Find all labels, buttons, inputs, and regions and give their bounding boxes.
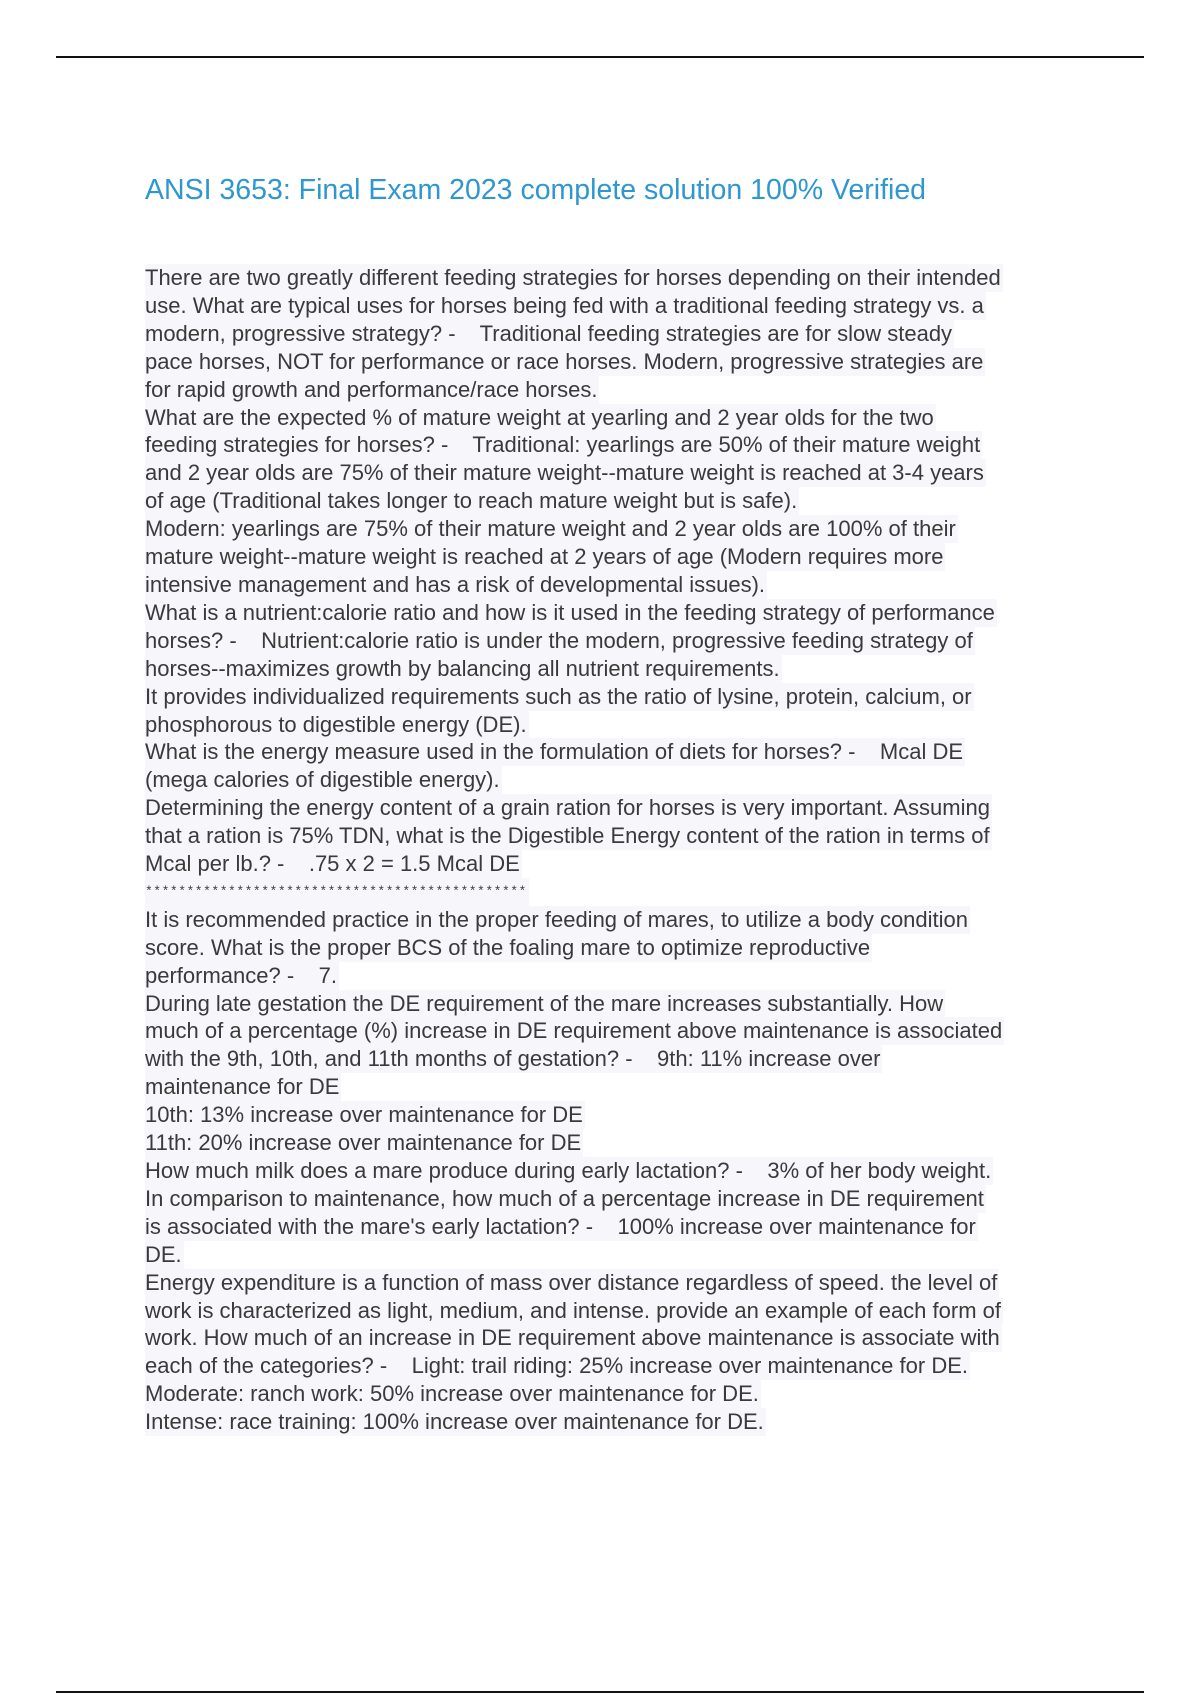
text-line: work. How much of an increase in DE requirement above maintenance is associate with <box>145 1325 1000 1351</box>
text-line: use. What are typical uses for horses being fed with a traditional feeding strategy vs. a <box>145 292 984 318</box>
text-line: DE. <box>145 1241 182 1267</box>
text-line: with the 9th, 10th, and 11th months of gestation? - 9th: 11% increase over <box>145 1046 881 1072</box>
text-line: Moderate: ranch work: 50% increase over maintenance for DE. <box>145 1381 759 1407</box>
document-title: ANSI 3653: Final Exam 2023 complete solution 100% Verified <box>145 174 927 206</box>
document-body <box>145 264 1095 1436</box>
text-line: each of the categories? - Light: trail riding: 25% increase over maintenance for DE. <box>145 1353 968 1379</box>
text-line: During late gestation the DE requirement of the mare increases substantially. How <box>145 990 944 1016</box>
text-line: horses? - Nutrient:calorie ratio is under the modern, progressive feeding strategy of <box>145 627 973 653</box>
text-line: There are two greatly different feeding strategies for horses depending on their intended <box>145 265 1001 290</box>
text-line: phosphorous to digestible energy (DE). <box>145 711 527 737</box>
text-line: for rapid growth and performance/race horses. <box>145 376 598 402</box>
text-line: modern, progressive strategy? - Traditional feeding strategies are for slow steady <box>145 320 953 346</box>
text-line: Mcal per lb.? - .75 x 2 = 1.5 Mcal DE <box>145 851 520 877</box>
separator-asterisks: ********************************************** <box>145 878 529 906</box>
text-line: What is the energy measure used in the formulation of diets for horses? - Mcal DE <box>145 739 964 765</box>
top-rule <box>56 56 1144 58</box>
text-line: is associated with the mare's early lactation? - 100% increase over maintenance for <box>145 1213 976 1239</box>
text-line: intensive management and has a risk of developmental issues). <box>145 571 766 597</box>
text-line: work is characterized as light, medium, and intense. provide an example of each form of <box>145 1297 1001 1323</box>
text-line: Intense: race training: 100% increase over maintenance for DE. <box>145 1409 764 1435</box>
bottom-rule <box>56 1691 1144 1693</box>
text-line: Energy expenditure is a function of mass over distance regardless of speed. the level of <box>145 1269 998 1295</box>
text-line: (mega calories of digestible energy). <box>145 767 500 793</box>
text-line: and 2 year olds are 75% of their mature weight--mature weight is reached at 3-4 years <box>145 460 984 486</box>
text-line: In comparison to maintenance, how much of a percentage increase in DE requirement <box>145 1185 984 1211</box>
text-line: What is a nutrient:calorie ratio and how is it used in the feeding strategy of performance <box>145 599 995 625</box>
text-line: performance? - 7. <box>145 962 337 988</box>
text-line: much of a percentage (%) increase in DE requirement above maintenance is associated <box>145 1018 1003 1044</box>
text-line: score. What is the proper BCS of the foaling mare to optimize reproductive <box>145 934 871 960</box>
text-line: How much milk does a mare produce during early lactation? - 3% of her body weight. <box>145 1158 992 1183</box>
text-line: 11th: 20% increase over maintenance for DE <box>145 1130 582 1156</box>
text-line: Modern: yearlings are 75% of their mature weight and 2 year olds are 100% of their <box>145 516 956 542</box>
text-line: maintenance for DE <box>145 1074 340 1100</box>
text-line: It provides individualized requirements such as the ratio of lysine, protein, calcium, or <box>145 683 972 709</box>
text-line: that a ration is 75% TDN, what is the Digestible Energy content of the ration in terms of <box>145 823 990 849</box>
text-line: feeding strategies for horses? - Traditional: yearlings are 50% of their mature weight <box>145 432 981 458</box>
text-line: of age (Traditional takes longer to reach mature weight but is safe). <box>145 488 798 514</box>
text-line: It is recommended practice in the proper feeding of mares, to utilize a body condition <box>145 906 969 932</box>
text-line: 10th: 13% increase over maintenance for DE <box>145 1102 583 1128</box>
text-line: pace horses, NOT for performance or race horses. Modern, progressive strategies are <box>145 348 984 374</box>
text-line: mature weight--mature weight is reached at 2 years of age (Modern requires more <box>145 544 944 570</box>
text-line: horses--maximizes growth by balancing all nutrient requirements. <box>145 655 780 681</box>
text-line: Determining the energy content of a grain ration for horses is very important. Assuming <box>145 795 990 821</box>
text-line: What are the expected % of mature weight at yearling and 2 year olds for the two <box>145 404 934 430</box>
